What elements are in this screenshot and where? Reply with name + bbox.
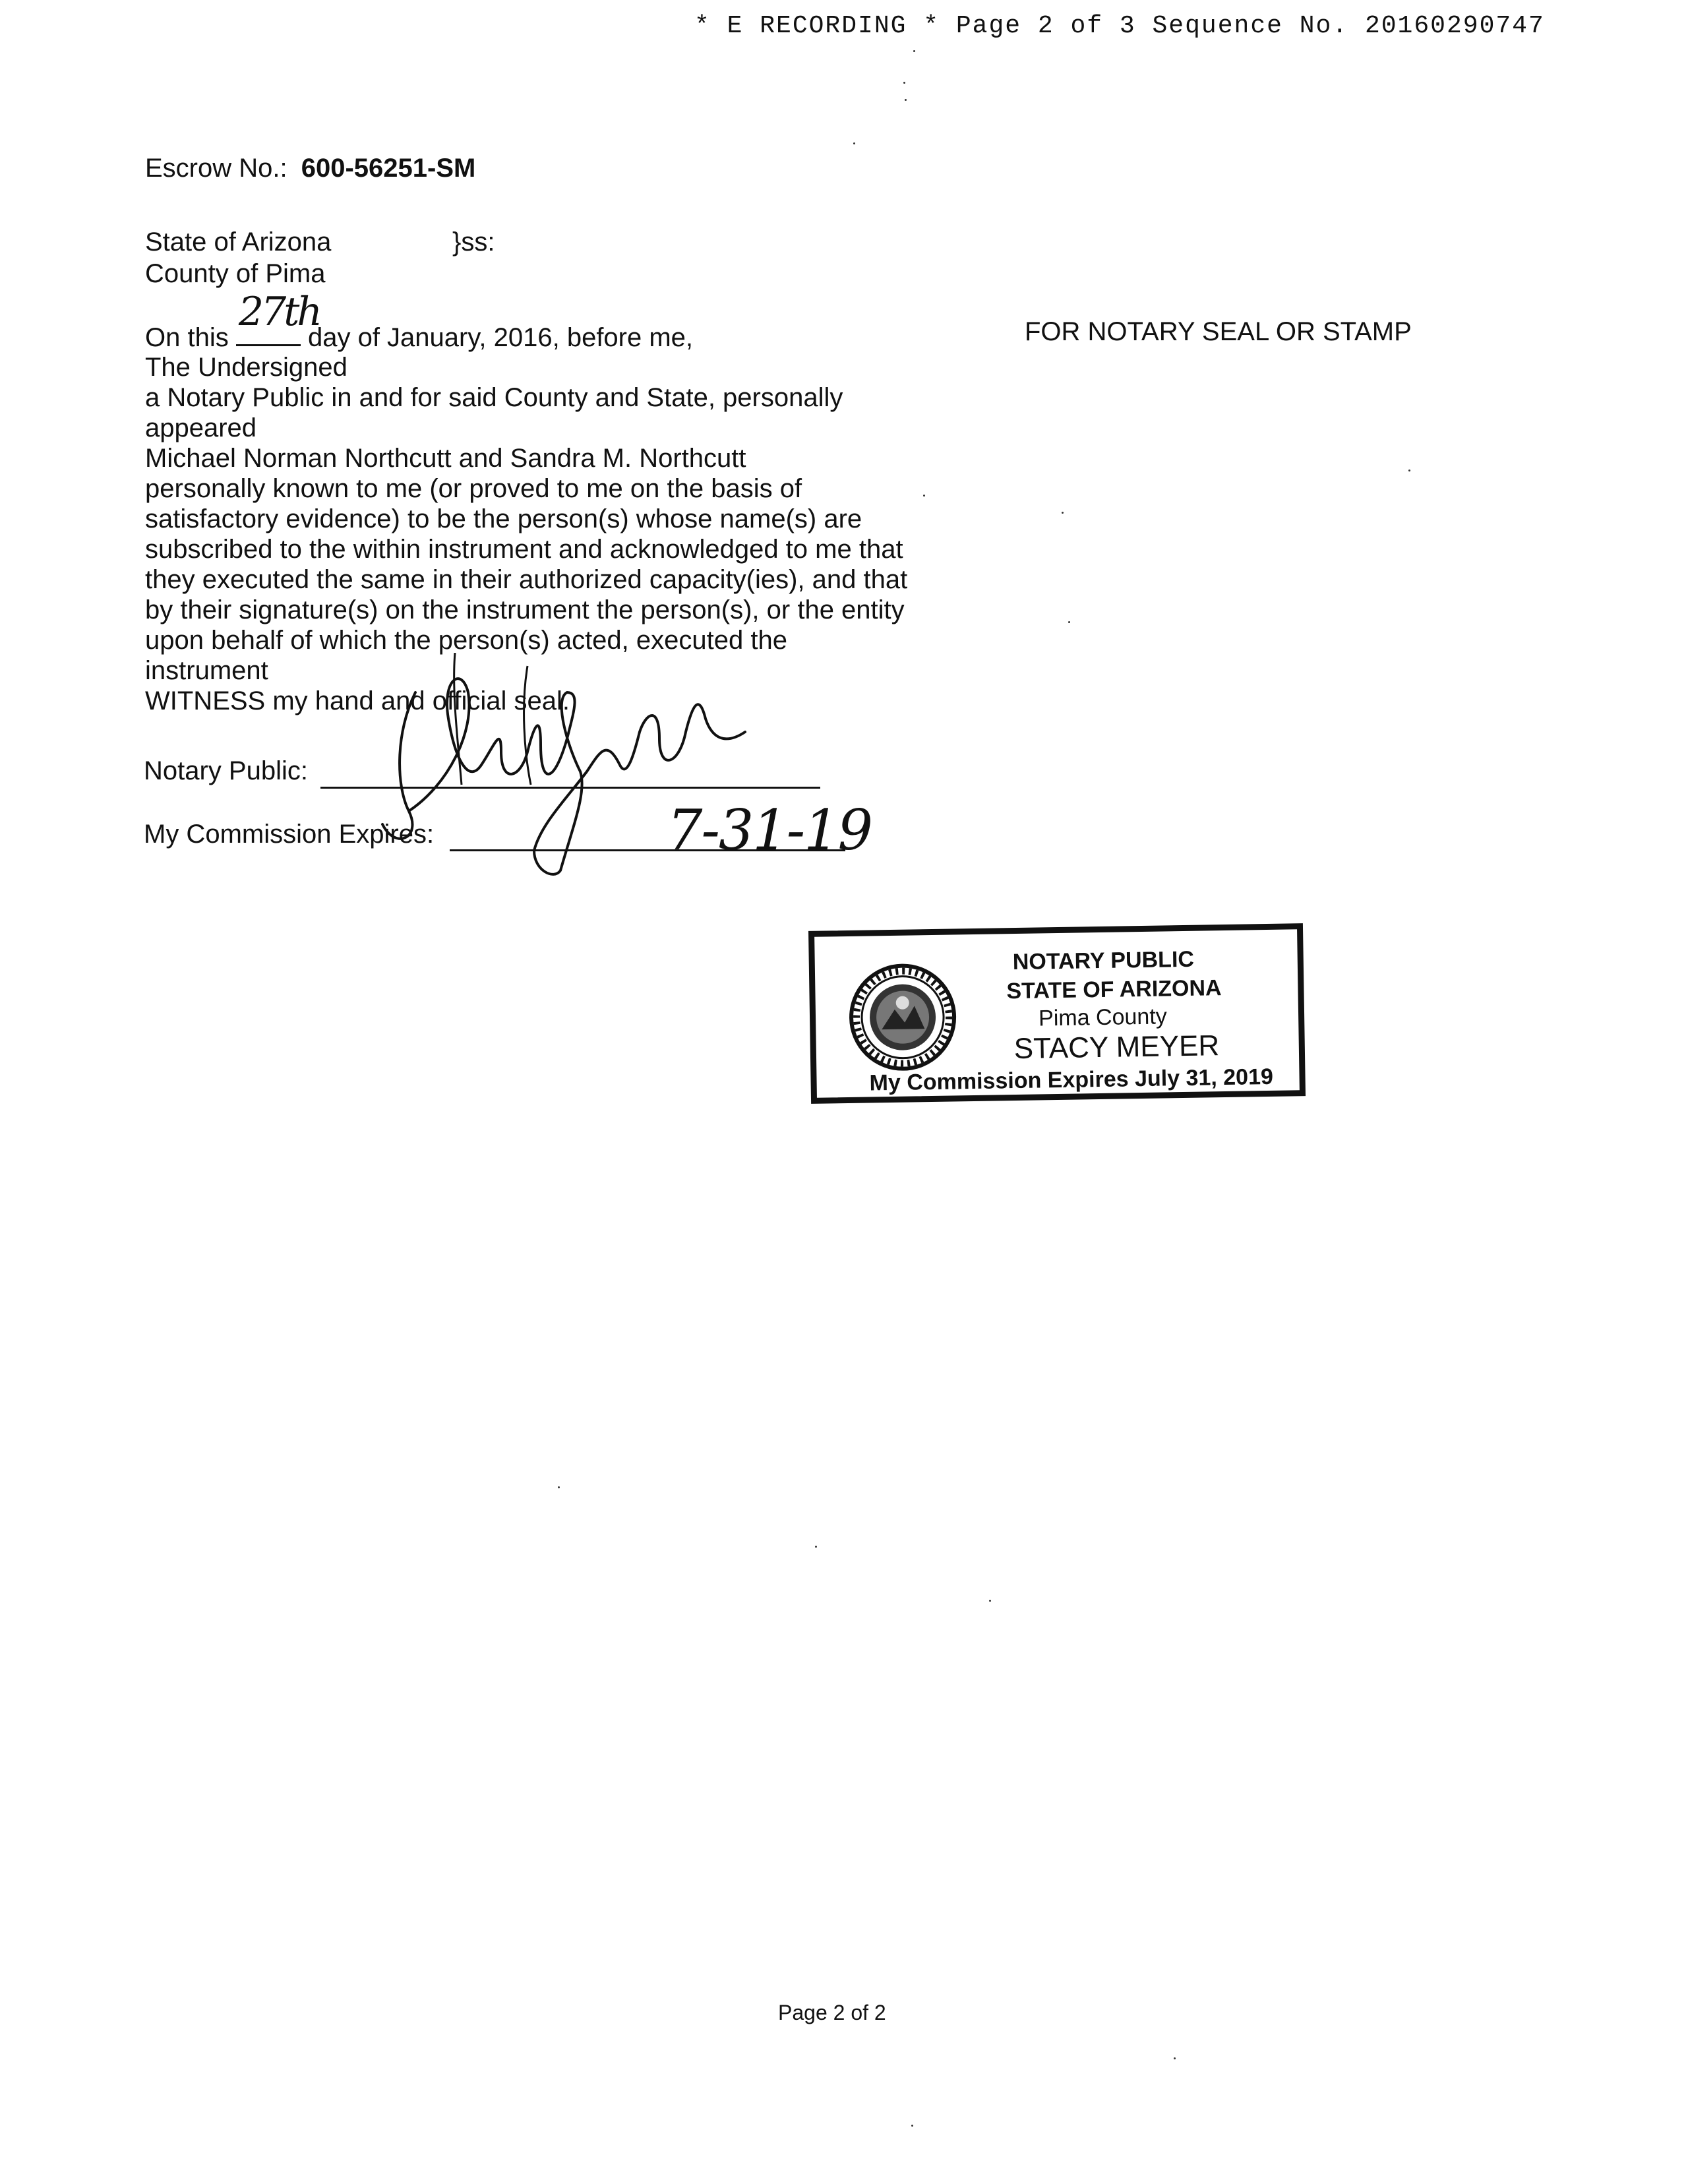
- ack-line: a Notary Public in and for said County and State, personally: [145, 383, 843, 412]
- ack-line: The Undersigned: [145, 353, 347, 382]
- escrow-number: 600-56251-SM: [301, 154, 476, 183]
- venue-state: State of Arizona: [145, 228, 332, 257]
- escrow-label: Escrow No.:: [145, 154, 287, 183]
- ack-line: Michael Norman Northcutt and Sandra M. Northcutt: [145, 444, 746, 473]
- ack-line: appeared: [145, 413, 257, 442]
- ack-line: upon behalf of which the person(s) acted, executed the: [145, 626, 787, 655]
- notary-public-label: Notary Public:: [144, 756, 308, 785]
- scan-speck: [905, 99, 907, 101]
- state-seal-icon: [848, 962, 959, 1073]
- scan-speck: [989, 1600, 991, 1602]
- scan-speck: [1068, 621, 1070, 623]
- scan-speck: [1062, 512, 1064, 514]
- venue-ss: }ss:: [452, 228, 495, 257]
- ack-line: personally known to me (or proved to me on the basis of: [145, 474, 802, 503]
- scan-speck: [853, 142, 855, 144]
- scan-speck: [913, 50, 915, 52]
- scan-speck: [1408, 470, 1410, 471]
- scan-speck: [558, 1486, 560, 1488]
- scan-speck: [815, 1546, 817, 1548]
- stamp-notary-name: STACY MEYER: [1013, 1029, 1220, 1066]
- scan-speck: [903, 82, 905, 84]
- seal-area-label: FOR NOTARY SEAL OR STAMP: [1025, 317, 1412, 346]
- page-footer: Page 2 of 2: [778, 2001, 886, 2024]
- ack-line: subscribed to the within instrument and acknowledged to me that: [145, 535, 903, 564]
- ack-line: by their signature(s) on the instrument the person(s), or the entity: [145, 595, 905, 624]
- handwritten-expiry: 7-31-19: [667, 798, 872, 863]
- venue-county: County of Pima: [145, 259, 326, 288]
- commission-expires-label: My Commission Expires:: [144, 820, 435, 849]
- recording-header: * E RECORDING * Page 2 of 3 Sequence No. 20160290747: [694, 12, 1545, 40]
- escrow-line: [145, 153, 475, 183]
- stamp-county: Pima County: [1038, 1004, 1168, 1031]
- handwritten-day: 27th: [238, 289, 320, 335]
- day-blank: [236, 289, 320, 346]
- ack-line: they executed the same in their authorized capacity(ies), and that: [145, 565, 908, 594]
- stamp-title: NOTARY PUBLIC: [1012, 946, 1195, 975]
- scan-speck: [923, 495, 925, 497]
- ack-line: WITNESS my hand and official seal.: [145, 686, 570, 715]
- on-this-line: [145, 289, 694, 353]
- ack-line: satisfactory evidence) to be the person(s) whose name(s) are: [145, 504, 862, 533]
- scan-speck: [1174, 2057, 1176, 2059]
- notary-stamp: [808, 923, 1306, 1104]
- notary-signature: [369, 653, 765, 877]
- stamp-state: STATE OF ARIZONA: [1006, 975, 1222, 1004]
- scan-speck: [911, 2125, 913, 2127]
- stamp-commission: My Commission Expires July 31, 2019: [869, 1064, 1274, 1096]
- day-of-date: day of January, 2016, before me,: [307, 323, 694, 352]
- on-this-label: On this: [145, 323, 229, 352]
- ack-line: instrument: [145, 656, 268, 685]
